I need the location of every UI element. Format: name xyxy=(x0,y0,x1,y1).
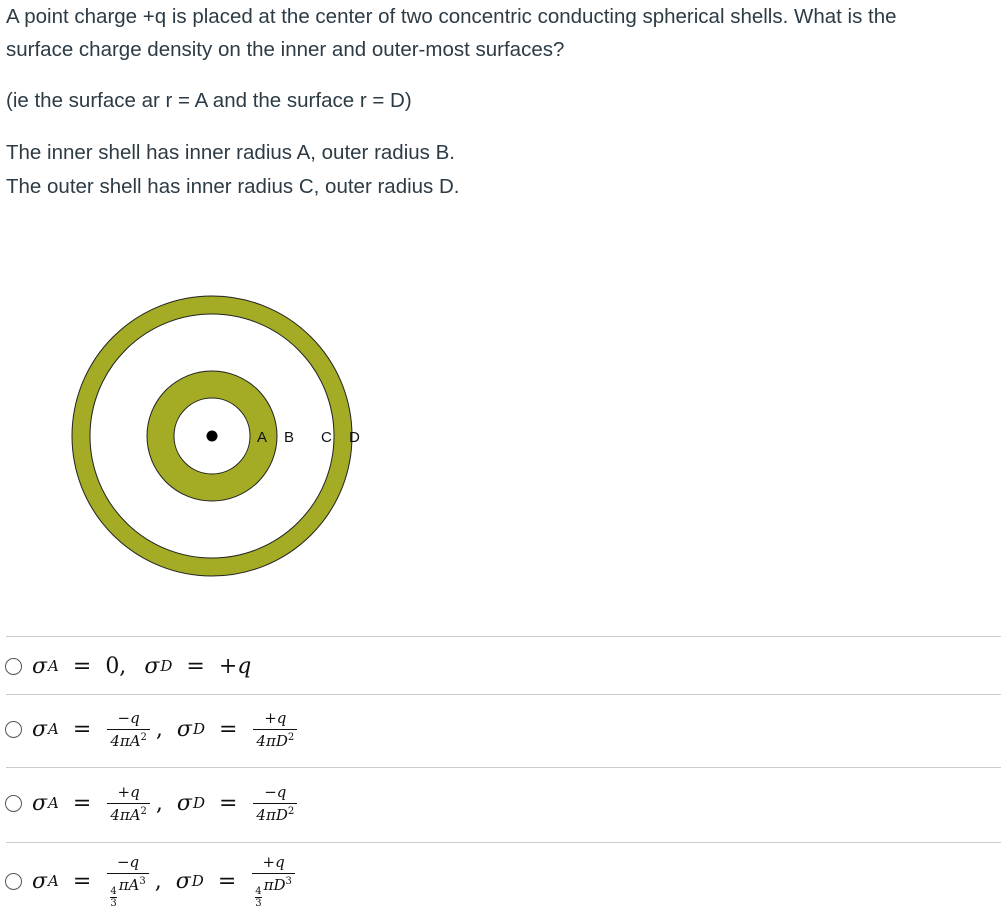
question-line-5: The outer shell has inner radius C, outer radius D. xyxy=(6,175,460,198)
answer-option-4[interactable]: σ A = −q $\frac{4}{3}$ $\pi A^3$ , σ D = +q $\frac{4}{3}$ $\pi D^3$ xyxy=(5,850,995,912)
fraction: $\frac{-q}{4\pi D^2}$ xyxy=(253,783,297,824)
label-c: C xyxy=(321,429,332,446)
fraction: $\frac{+q}{4\pi A^2}$ xyxy=(107,783,150,824)
question-line-3: (ie the surface ar r = A and the surface r = D) xyxy=(6,89,412,112)
question-line-2: surface charge density on the inner and outer-most surfaces? xyxy=(6,38,565,61)
fraction: +q $\frac{4}{3}$ $\pi D^3$ xyxy=(252,853,295,909)
answer-divider-1 xyxy=(6,636,1001,637)
answer-divider-3 xyxy=(6,767,1001,768)
radio-button[interactable] xyxy=(5,873,22,890)
fraction: $\frac{-q}{4\pi A^2}$ xyxy=(107,709,150,750)
radio-button[interactable] xyxy=(5,795,22,812)
fraction: −q $\frac{4}{3}$ $\pi A^3$ xyxy=(107,853,148,909)
concentric-shells-diagram xyxy=(58,294,370,590)
radio-button[interactable] xyxy=(5,658,22,675)
question-line-1: A point charge +q is placed at the center of two concentric conducting spherical shells. What is the xyxy=(6,5,897,28)
answer-option-1[interactable]: σ A = 0, σ D = +q xyxy=(5,650,995,682)
question-line-4: The inner shell has inner radius A, outer radius B. xyxy=(6,141,455,164)
answer-option-2[interactable]: σ A = $\frac{-q}{4\pi A^2}$ , σ D = $\frac{+q}{4\pi D^2}$ xyxy=(5,702,995,756)
answer-option-3[interactable]: σ A = $\frac{+q}{4\pi A^2}$ , σ D = $\frac{-q}{4\pi D^2}$ xyxy=(5,776,995,830)
point-charge xyxy=(207,431,218,442)
answer-divider-4 xyxy=(6,842,1001,843)
label-b: B xyxy=(284,429,295,446)
fraction: $\frac{+q}{4\pi D^2}$ xyxy=(253,709,297,750)
label-d: D xyxy=(349,429,360,446)
label-a: A xyxy=(257,429,268,446)
radio-button[interactable] xyxy=(5,721,22,738)
answer-divider-2 xyxy=(6,694,1001,695)
